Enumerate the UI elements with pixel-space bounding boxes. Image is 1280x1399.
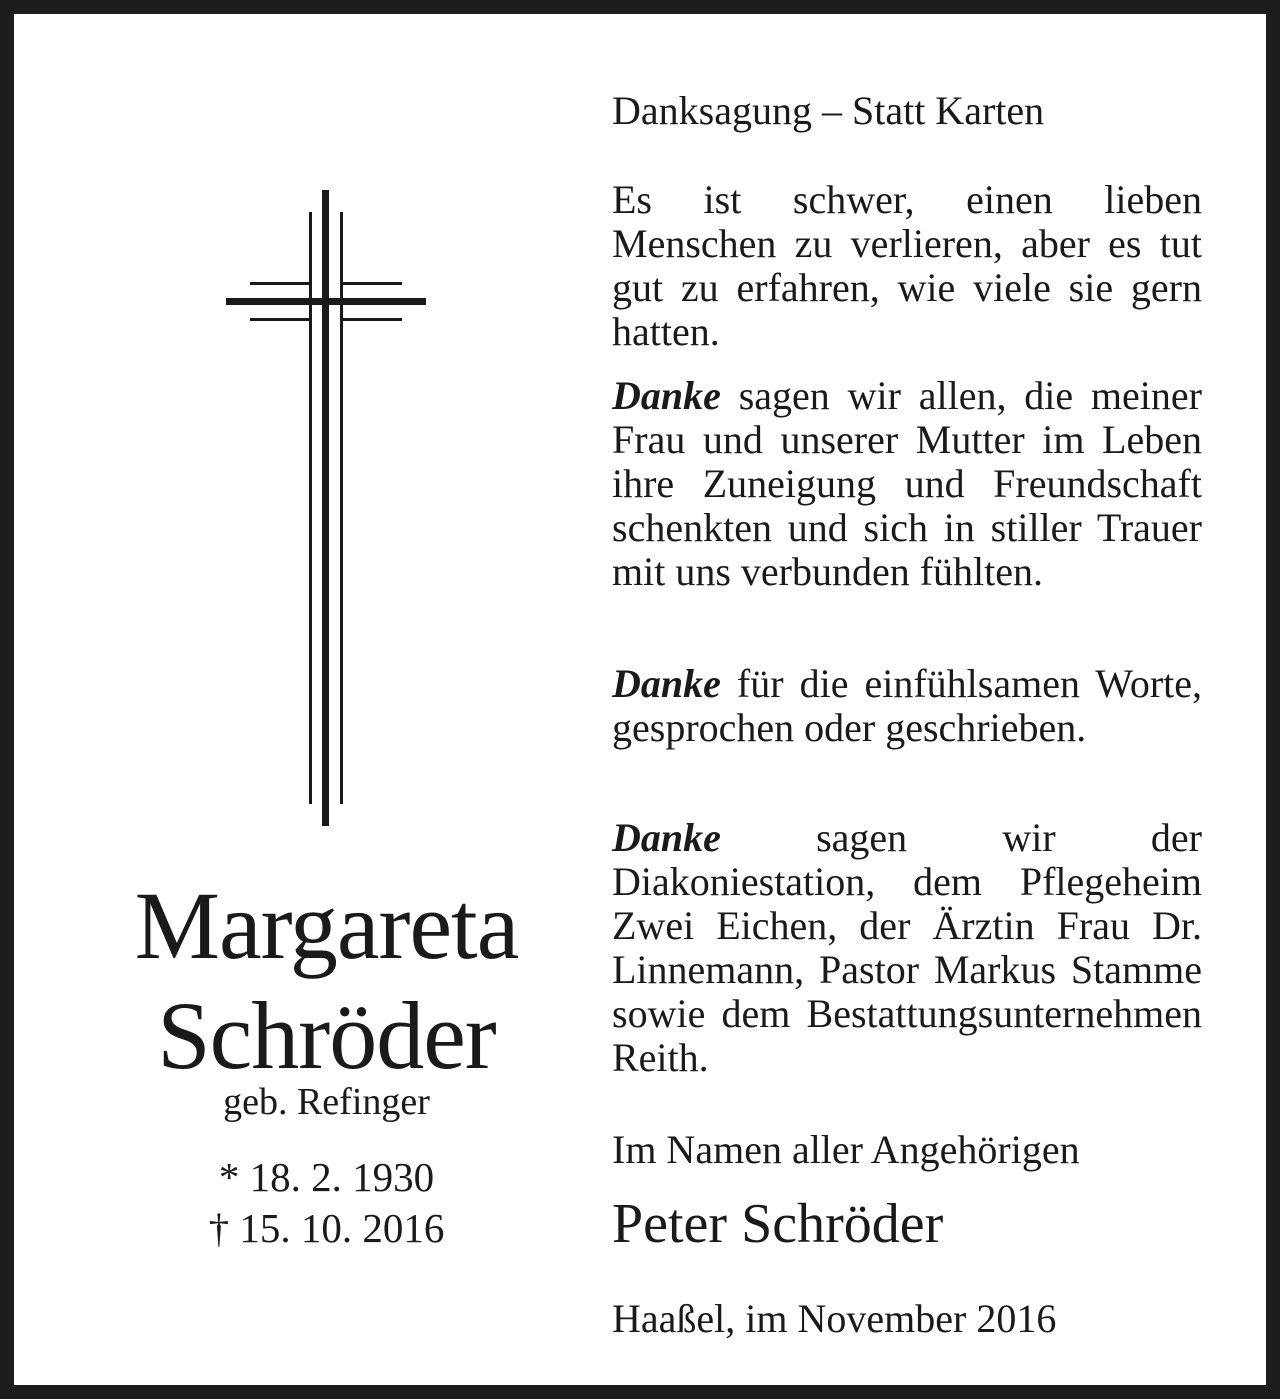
thanks-paragraph: [612, 374, 1202, 594]
life-dates: [54, 1152, 599, 1255]
thanks-paragraph: [612, 662, 1202, 750]
signer-name: Peter Schröder: [612, 1193, 944, 1255]
notice-heading: Danksagung – Statt Karten: [612, 88, 1045, 133]
thanks-lead: Danke: [612, 373, 721, 418]
thanks-lead: Danke: [612, 815, 721, 860]
deceased-first-name: Margareta: [134, 872, 519, 979]
death-date: † 15. 10. 2016: [208, 1205, 445, 1252]
thanks-lead: Danke: [612, 661, 721, 706]
deceased-last-name: Schröder: [157, 982, 496, 1089]
maiden-name: geb. Refinger: [223, 1081, 430, 1123]
thanks-paragraph: [612, 816, 1202, 1080]
intro-paragraph: Es ist schwer, einen lieben Menschen zu verlieren, aber es tut gut zu erfahren, wie viele sie gern hatten.: [612, 177, 1202, 354]
thanks-text: sagen wir allen, die meiner Frau und unserer Mutter im Leben ihre Zuneigung und Freundschaft schenkten und sich in stiller Trauer mit uns verbunden fühlten.: [612, 373, 1202, 594]
thanks-text: sagen wir der Diakoniestation, dem Pflegeheim Zwei Eichen, der Ärztin Frau Dr. Linnemann, Pastor Markus Stamme sowie dem Bestattungsunternehmen Reith.: [612, 815, 1203, 1080]
birth-date: * 18. 2. 1930: [218, 1154, 435, 1200]
closing-line: Im Namen aller Angehörigen: [612, 1127, 1080, 1172]
cross-icon: [226, 190, 426, 826]
thanks-text: für die einfühlsamen Worte, gesprochen oder geschrieben.: [612, 661, 1203, 750]
place-date: Haaßel, im November 2016: [612, 1296, 1057, 1341]
